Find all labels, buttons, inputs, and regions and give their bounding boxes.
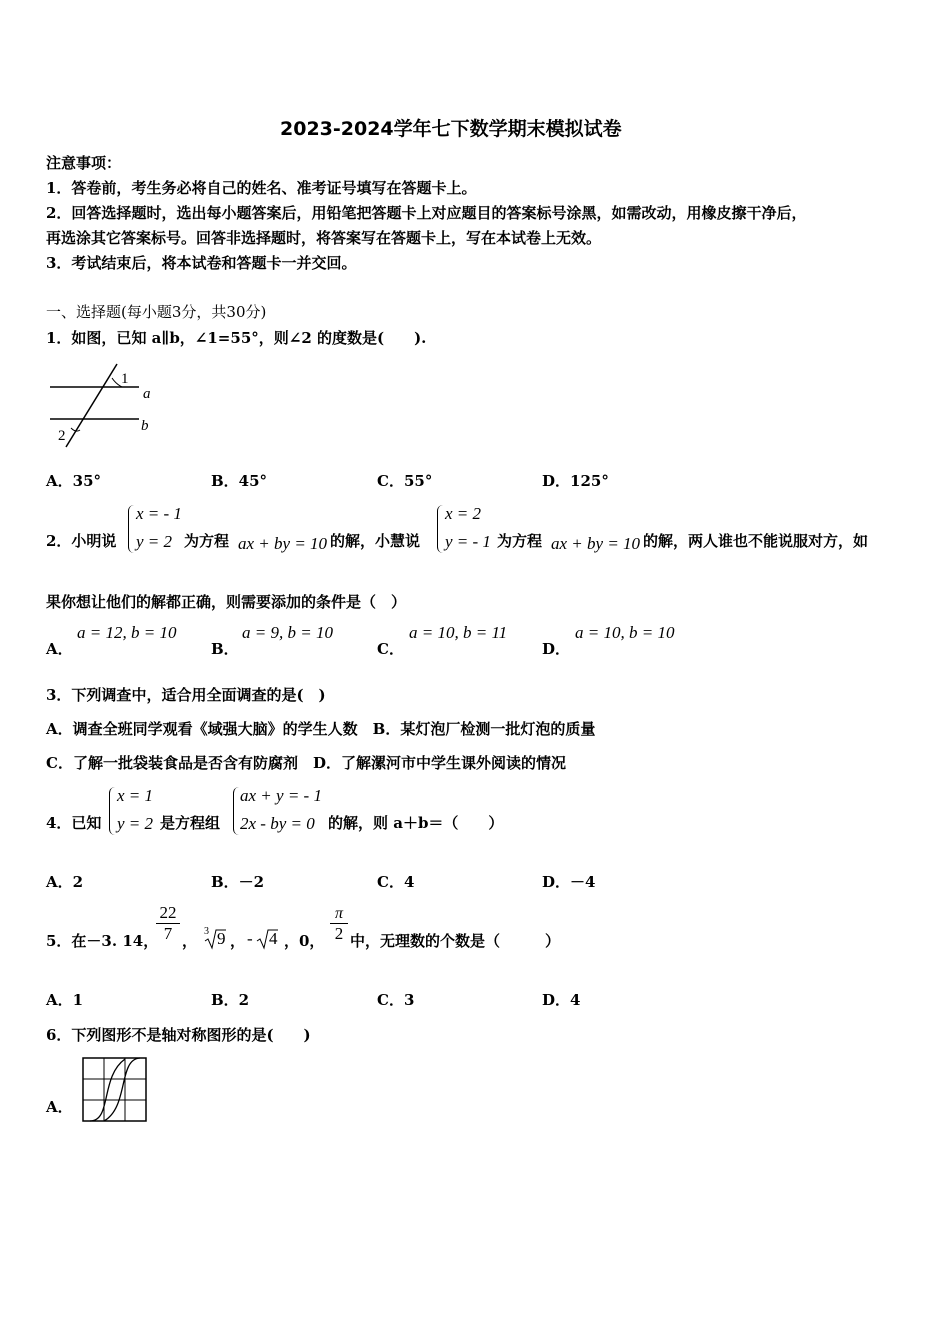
q5-negative-sign: - — [247, 929, 253, 948]
q1-option-a: A．35° — [46, 472, 102, 490]
q2-option-b: a = 9, b = 10 — [242, 623, 333, 642]
q2-sys1-eq2: y = 2 — [136, 532, 173, 551]
q2-option-c: a = 10, b = 11 — [409, 623, 508, 642]
q4-brace-2 — [233, 787, 240, 835]
transversal — [66, 364, 117, 447]
q5-option-b: B．2 — [211, 991, 250, 1009]
q2-option-a-label: A． — [46, 640, 73, 658]
q5-option-d: D．4 — [542, 991, 581, 1009]
q2-option-c-label: C． — [377, 640, 404, 658]
q4-sys1-eq2: y = 2 — [117, 814, 154, 833]
q2-part1: 2．小明说 — [46, 532, 117, 550]
angle-2-label: 2 — [58, 428, 66, 444]
q6-stem: 6．下列图形不是轴对称图形的是( ) — [46, 1026, 311, 1044]
section-heading: 一、选择题(每小题3分，共30分) — [46, 303, 267, 321]
q2-option-d: a = 10, b = 10 — [575, 623, 675, 642]
q5-option-a: A．1 — [46, 991, 84, 1009]
q2-sys2-eq1: x = 2 — [445, 504, 482, 523]
q2-line2: 果你想让他们的解都正确，则需要添加的条件是（ ） — [46, 593, 407, 611]
q1-stem: 1．如图，已知 a∥b，∠1=55°，则∠2 的度数是( ). — [46, 329, 427, 347]
q1-option-d: D．125° — [542, 472, 609, 490]
q1-option-b: B．45° — [211, 472, 268, 490]
q5-square-root-arg: 4 — [269, 929, 278, 948]
q5-option-c: C．3 — [377, 991, 415, 1009]
q6-option-a-label: A． — [46, 1098, 73, 1116]
q5-cube-root-index: 3 — [204, 926, 209, 937]
q5-comma-2: ， — [230, 932, 246, 950]
q5-comma: ， — [182, 932, 198, 950]
q5-fraction-pi-2 — [330, 905, 348, 944]
q4-sys1-eq1: x = 1 — [117, 786, 154, 805]
q4-part2: 是方程组 — [160, 814, 221, 832]
q2-option-b-label: B． — [211, 640, 239, 658]
frac2-denominator: 2 — [330, 923, 348, 944]
notice-heading: 注意事项： — [46, 154, 122, 172]
q4-option-b: B．－2 — [211, 873, 265, 891]
page-title: 2023-2024学年七下数学期末模拟试卷 — [280, 118, 622, 140]
frac1-denominator: 7 — [156, 923, 180, 944]
frac2-numerator: π — [334, 905, 343, 922]
q4-option-a: A．2 — [46, 873, 84, 891]
q2-option-a: a = 12, b = 10 — [77, 623, 177, 642]
notice-item-3: 3．考试结束后，将本试卷和答题卡一并交回。 — [46, 254, 357, 272]
q3-options-line1: A．调查全班同学观看《域强大脑》的学生人数 B．某灯泡厂检测一批灯泡的质量 — [46, 720, 596, 738]
q4-sys2-eq1: ax + y = - 1 — [240, 786, 322, 805]
q4-sys2-eq2: 2x - by = 0 — [240, 814, 315, 833]
q2-brace-2 — [437, 505, 444, 553]
q2-equation-1: ax + by = 10 — [238, 534, 328, 553]
q4-option-c: C．4 — [377, 873, 415, 891]
q2-part3: 的解，小慧说 — [330, 532, 421, 550]
q5-part1: 5．在－3. 14， — [46, 932, 159, 950]
q1-option-c: C．55° — [377, 472, 433, 490]
q6-option-a-figure — [82, 1057, 148, 1123]
q5-zero: ，0， — [284, 932, 325, 950]
q4-option-d: D．－4 — [542, 873, 596, 891]
q2-part2: 为方程 — [184, 532, 230, 550]
q2-brace-1 — [128, 505, 135, 553]
q5-cube-root-arg: 9 — [217, 929, 226, 948]
q3-options-line2: C．了解一批袋装食品是否含有防腐剂 D．了解漯河市中学生课外阅读的情况 — [46, 754, 566, 772]
q3-stem: 3．下列调查中，适合用全面调查的是( ) — [46, 686, 326, 704]
q2-option-d-label: D． — [542, 640, 571, 658]
q5-part2: 中，无理数的个数是（ ） — [350, 932, 561, 950]
q2-equation-2: ax + by = 10 — [551, 534, 641, 553]
q2-sys2-eq2: y = - 1 — [445, 532, 491, 551]
q2-part5: 的解，两人谁也不能说服对方，如 — [643, 532, 869, 550]
notice-item-1: 1．答卷前，考生务必将自己的姓名、准考证号填写在答题卡上。 — [46, 179, 477, 197]
notice-item-2: 2．回答选择题时，选出每小题答案后，用铅笔把答题卡上对应题目的答案标号涂黑，如需改动，用橡皮擦干净后， — [46, 204, 807, 222]
q2-sys1-eq1: x = - 1 — [136, 504, 182, 523]
q5-fraction-22-7 — [156, 903, 180, 944]
line-a-label: a — [143, 386, 151, 402]
notice-item-2-cont: 再选涂其它答案标号。回答非选择题时，将答案写在答题卡上，写在本试卷上无效。 — [46, 229, 602, 247]
line-b-label: b — [141, 418, 149, 434]
frac1-numerator: 22 — [159, 903, 177, 922]
q4-brace-1 — [109, 787, 116, 835]
q1-figure — [44, 362, 164, 452]
q2-part4: 为方程 — [497, 532, 543, 550]
q4-part1: 4．已知 — [46, 814, 102, 832]
q4-part3: 的解，则 a＋b＝（ ） — [328, 814, 504, 832]
angle-2-arc — [71, 428, 80, 431]
angle-1-label: 1 — [121, 371, 129, 387]
